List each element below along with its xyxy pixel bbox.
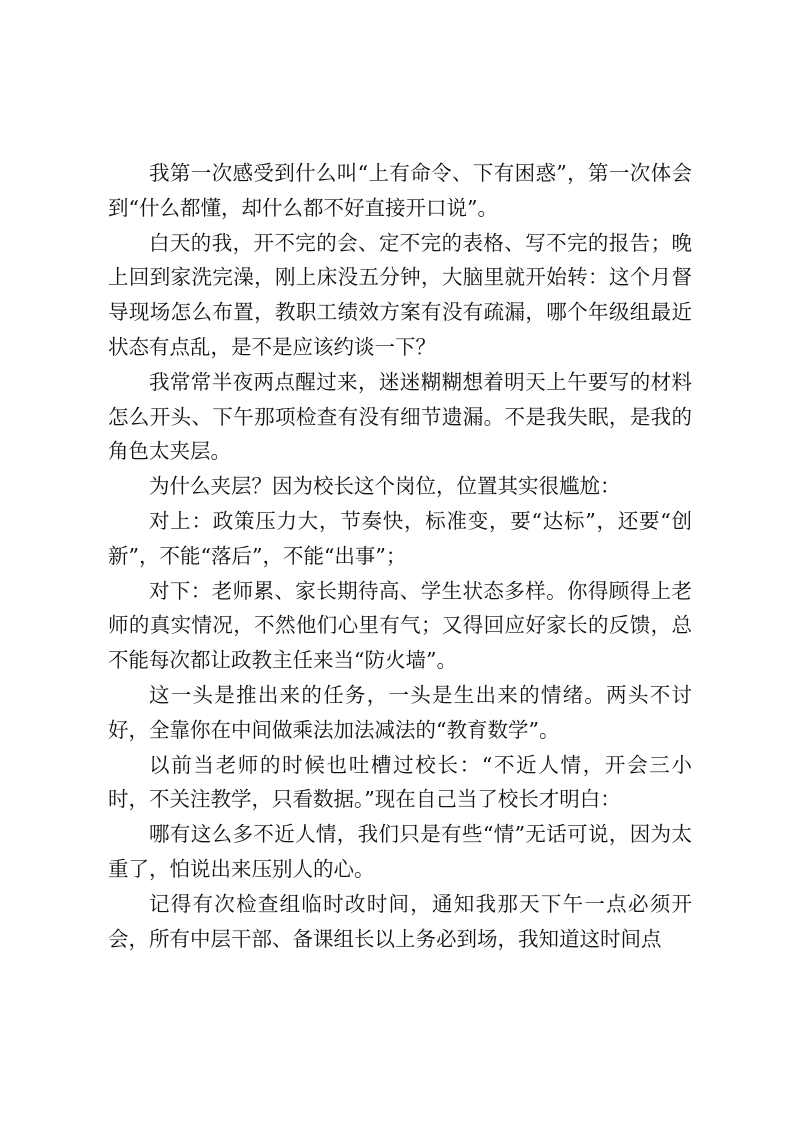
paragraph: 对上：政策压力大，节奏快，标准变，要“达标”，还要“创新”，不能“落后”，不能“出事”；	[108, 508, 692, 568]
paragraph: 记得有次检查组临时改时间，通知我那天下午一点必须开会，所有中层干部、备课组长以上务必到场，我知道这时间点	[108, 891, 692, 951]
paragraph: 为什么夹层？因为校长这个岗位，位置其实很尴尬：	[149, 474, 621, 499]
paragraph: 以前当老师的时候也吐槽过校长：“不近人情，开会三小时，不关注教学，只看数据。”现在自己当了校长才明白：	[108, 752, 692, 812]
paragraph: 我第一次感受到什么叫“上有命令、下有困惑”，第一次体会到“什么都懂，却什么都不好直接开口说”。	[108, 161, 692, 220]
paragraph: 这一头是推出来的任务，一头是生出来的情绪。两头不讨好，全靠你在中间做乘法加法减法的“教育数学”。	[108, 682, 692, 742]
paragraph: 对下：老师累、家长期待高、学生状态多样。你得顾得上老师的真实情况，不然他们心里有气；又得回应好家长的反馈，总不能每次都让政教主任来当“防火墙”。	[108, 578, 692, 673]
paragraph: 我常常半夜两点醒过来，迷迷糊糊想着明天上午要写的材料怎么开头、下午那项检查有没有细节遗漏。不是我失眠，是我的角色太夹层。	[108, 369, 692, 464]
paragraph: 哪有这么多不近人情，我们只是有些“情”无话可说，因为太重了，怕说出来压别人的心。	[108, 822, 692, 881]
document-body	[108, 156, 692, 956]
paragraph: 白天的我，开不完的会、定不完的表格、写不完的报告；晚上回到家洗完澡，刚上床没五分钟，大脑里就开始转：这个月督导现场怎么布置，教职工绩效方案有没有疏漏，哪个年级组最近状态有点乱，是不是应该约谈一下？	[108, 230, 692, 359]
